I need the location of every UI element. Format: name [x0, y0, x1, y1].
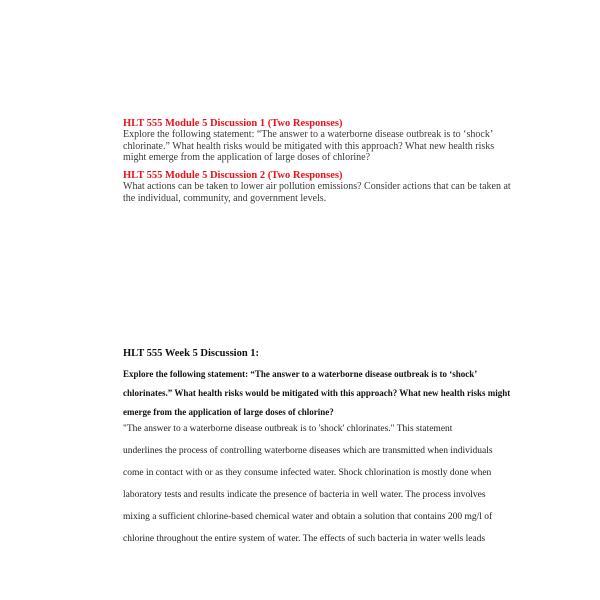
- body-line: chlorine throughout the entire system of water. The effects of such bacteria in water wells leads: [123, 534, 486, 544]
- discussion-2-line: the individual, community, and government levels.: [123, 192, 327, 204]
- discussion-response-body: [123, 418, 503, 550]
- discussion-2-section: [123, 170, 523, 204]
- discussion-1-line: might emerge from the application of large doses of chlorine?: [123, 152, 371, 163]
- week-discussion-title: HLT 555 Week 5 Discussion 1:: [123, 348, 260, 359]
- discussion-1-heading: HLT 555 Module 5 Discussion 1 (Two Responses): [123, 118, 343, 129]
- prompt-line: Explore the following statement: “The answer to a waterborne disease outbreak is to ‘shock’: [123, 369, 478, 379]
- discussion-2-line: What actions can be taken to lower air pollution emissions? Consider actions that can be taken at: [123, 181, 511, 192]
- discussion-prompt: [123, 365, 511, 422]
- prompt-line: emerge from the application of large doses of chlorine?: [123, 407, 334, 417]
- body-line: underlines the process of controlling waterborne diseases which are transmitted when individuals: [123, 446, 493, 456]
- body-line: "The answer to a waterborne disease outbreak is to 'shock' chlorinates." This statement: [123, 424, 453, 434]
- discussion-2-heading: HLT 555 Module 5 Discussion 2 (Two Responses): [123, 170, 343, 181]
- discussion-1-line: Explore the following statement: “The answer to a waterborne disease outbreak is to ‘shock’: [123, 129, 494, 140]
- prompt-line: chlorinates.” What health risks would be mitigated with this approach? What new health risks might: [123, 388, 511, 398]
- discussion-1-line: chlorinate.” What health risks would be mitigated with this approach? What new health risks: [123, 140, 495, 152]
- body-line: laboratory tests and results indicate the presence of bacteria in well water. The process involves: [123, 490, 486, 500]
- body-line: come in contact with or as they consume infected water. Shock chlorination is mostly done when: [123, 468, 492, 478]
- discussion-1-section: [123, 118, 523, 164]
- body-line: mixing a sufficient chlorine-based chemical water and obtain a solution that contains 200 mg/l of: [123, 512, 493, 522]
